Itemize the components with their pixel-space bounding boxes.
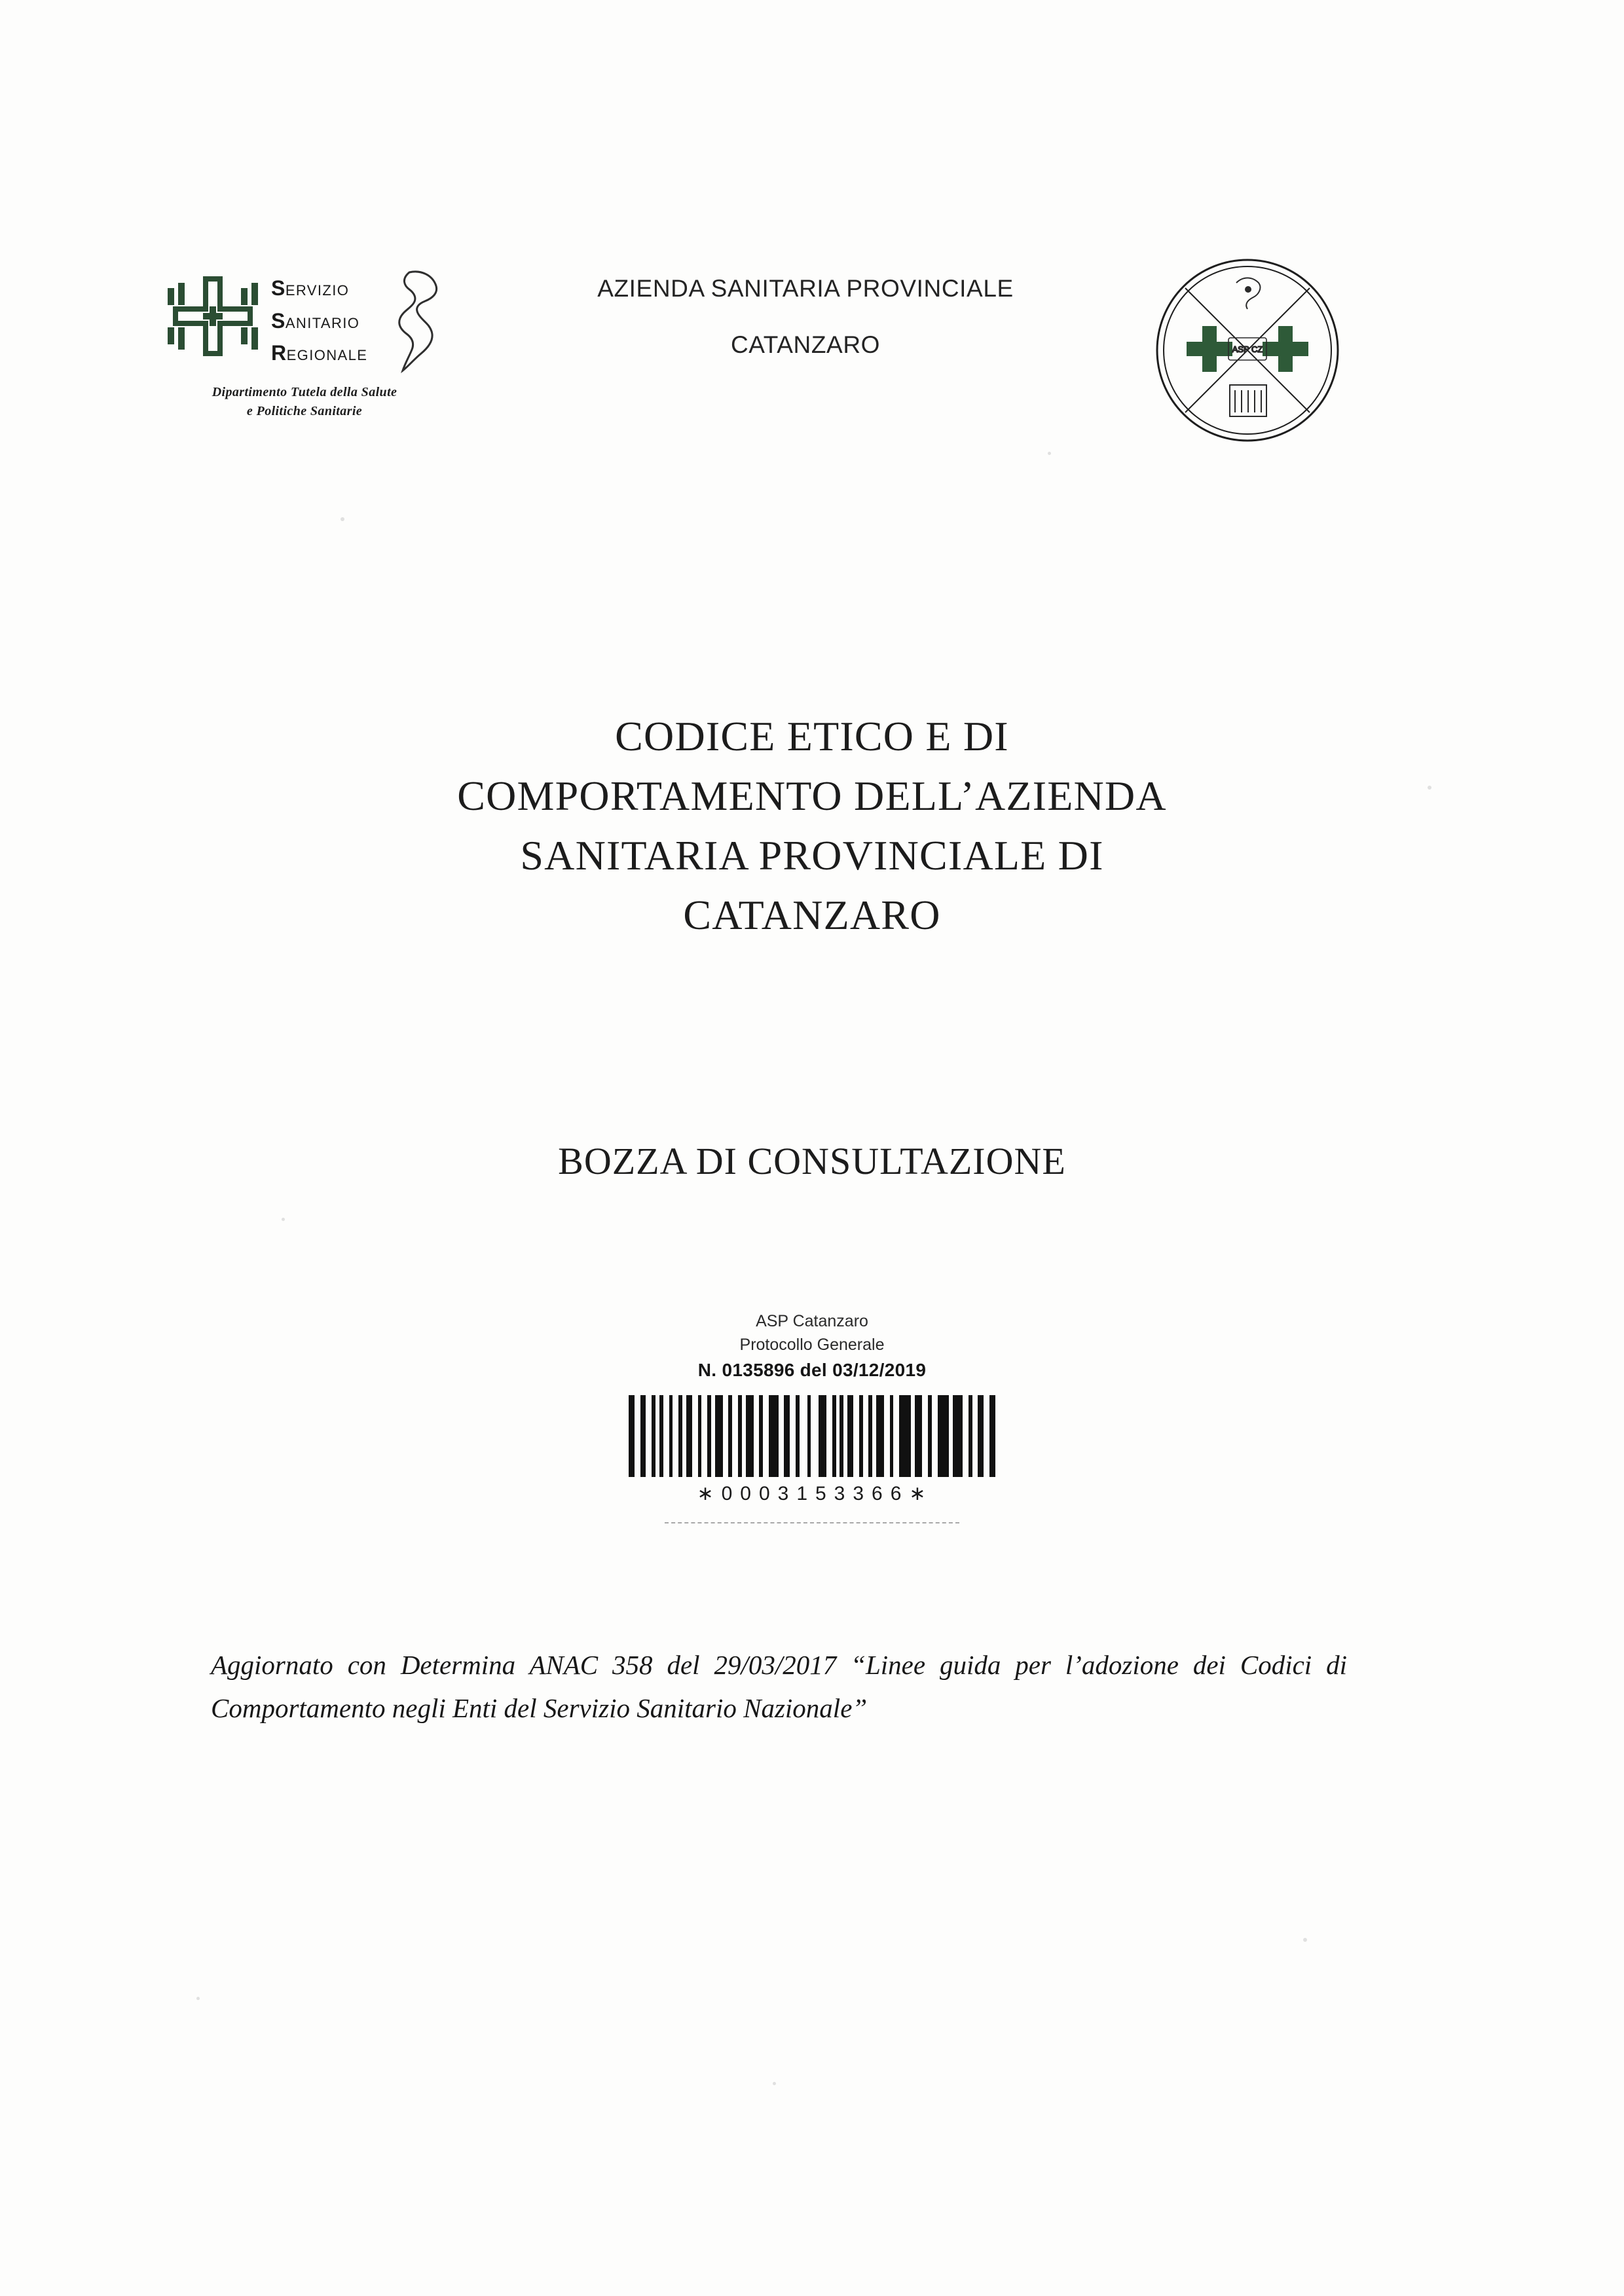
- scan-speckle: [1303, 1938, 1307, 1942]
- footnote: Aggiornato con Determina ANAC 358 del 29/03/2017 “Linee guida per l’adozione dei Codici di Comportamento negli Enti del Servizio Sanitario Nazionale”: [211, 1650, 1347, 1724]
- organization-line-1: AZIENDA SANITARIA PROVINCIALE: [597, 275, 1014, 302]
- barcode: [629, 1395, 995, 1505]
- protocol-register: Protocollo Generale: [739, 1336, 885, 1355]
- scan-speckle: [1048, 452, 1051, 455]
- title-line-3: SANITARIA PROVINCIALE DI: [520, 831, 1104, 879]
- acronym-block: [271, 272, 367, 370]
- scan-speckle: [341, 517, 344, 521]
- organization-title: [498, 275, 1113, 359]
- acronym-cap: S: [271, 276, 286, 300]
- acronym-rest: ERVIZIO: [285, 282, 350, 299]
- regional-health-cross-icon: [164, 267, 262, 365]
- stamp-divider: [665, 1522, 959, 1523]
- organization-line-2: CATANZARO: [730, 331, 881, 358]
- calabria-region-outline-icon: [383, 268, 455, 376]
- barcode-bars: [629, 1395, 995, 1477]
- scan-speckle: [1428, 786, 1431, 790]
- scan-speckle: [773, 2082, 776, 2085]
- regional-health-logo: [164, 262, 504, 421]
- acronym-cap: R: [271, 341, 287, 365]
- document-subtitle: BOZZA DI CONSULTAZIONE: [558, 1140, 1066, 1182]
- acronym-line-sanitario: [271, 305, 367, 338]
- department-line-1: Dipartimento Tutela della Salute: [212, 385, 397, 399]
- protocol-stamp: [0, 1309, 1624, 1523]
- protocol-number: N. 0135896 del 03/12/2019: [697, 1359, 927, 1380]
- title-line-4: CATANZARO: [683, 891, 941, 938]
- title-line-1: CODICE ETICO E DI: [615, 713, 1009, 759]
- scan-speckle: [196, 1997, 200, 2000]
- page-title: [157, 707, 1467, 945]
- acronym-rest: EGIONALE: [286, 347, 368, 364]
- document-header: [0, 249, 1624, 471]
- department-line-2: e Politiche Sanitarie: [246, 404, 363, 418]
- protocol-organization: ASP Catanzaro: [756, 1312, 868, 1330]
- acronym-cap: S: [271, 308, 286, 333]
- asp-catanzaro-emblem-icon: [1153, 255, 1342, 445]
- acronym-line-regionale: [271, 337, 367, 370]
- scan-speckle: [282, 1218, 285, 1221]
- acronym-rest: ANITARIO: [285, 314, 360, 331]
- barcode-text: ∗0003153366∗: [697, 1482, 934, 1504]
- svg-text:ASP CZ: ASP CZ: [1232, 344, 1263, 354]
- title-line-2: COMPORTAMENTO DELL’AZIENDA: [457, 772, 1167, 819]
- acronym-line-servizio: [271, 272, 367, 305]
- department-caption: [164, 383, 445, 421]
